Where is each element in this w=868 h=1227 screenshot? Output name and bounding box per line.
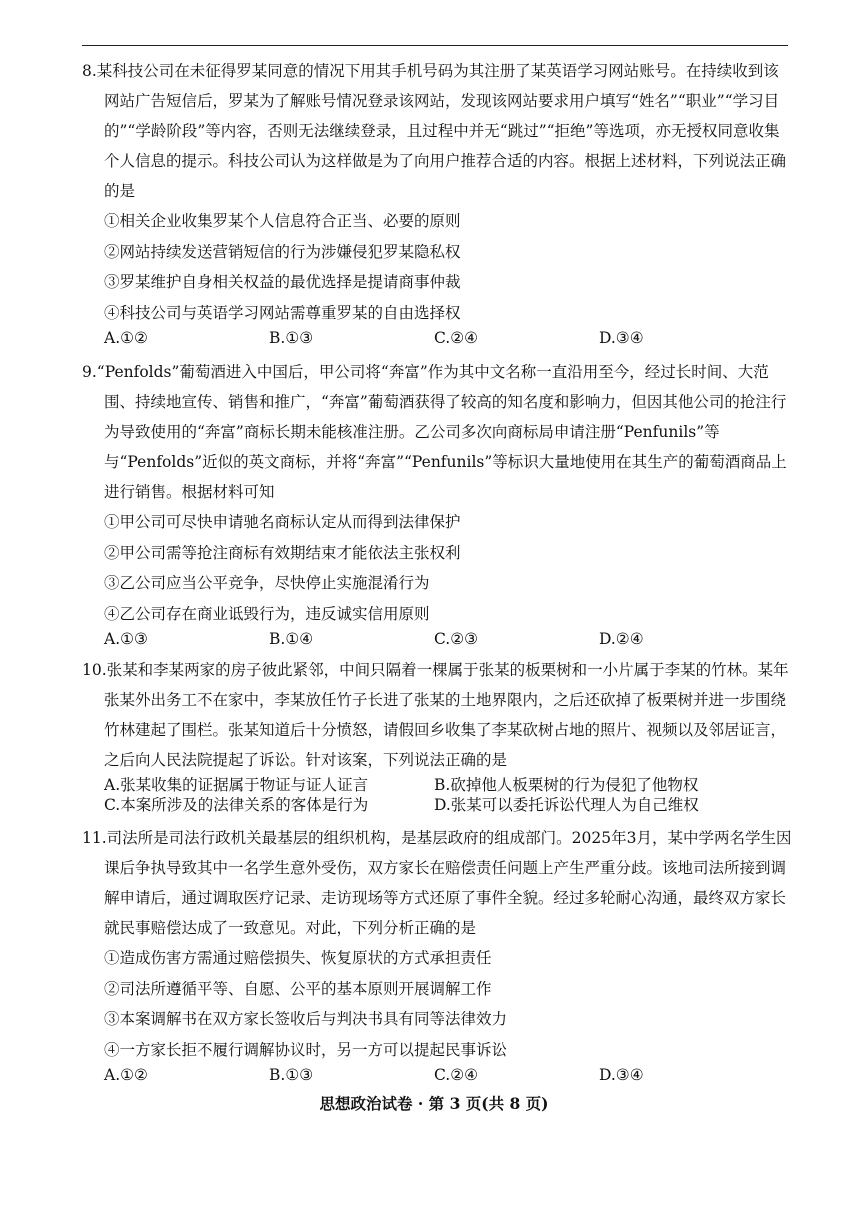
option-b[interactable]: B.①④ [269, 630, 314, 648]
question-11 [82, 823, 792, 1085]
option-c[interactable]: C.本案所涉及的法律关系的客体是行为 [104, 796, 369, 814]
question-9 [82, 357, 792, 649]
question-number: 10. [82, 661, 107, 679]
option-a[interactable]: A.①② [104, 329, 148, 347]
page-footer: 思想政治试卷 · 第 3 页(共 8 页) [319, 1094, 549, 1113]
option-d[interactable]: D.②④ [599, 630, 644, 648]
statement-2: ②司法所遵循平等、自愿、公平的基本原则开展调解工作 [104, 979, 492, 998]
answer-options [82, 775, 792, 815]
statement-4: ④科技公司与英语学习网站需尊重罗某的自由选择权 [104, 303, 461, 322]
statement-4: ④一方家长拒不履行调解协议时，另一方可以提起民事诉讼 [104, 1040, 508, 1059]
option-a[interactable]: A.①③ [104, 630, 148, 648]
option-b[interactable]: B.①③ [269, 329, 314, 347]
statement-2: ②网站持续发送营销短信的行为涉嫌侵犯罗某隐私权 [104, 242, 461, 261]
statement-2: ②甲公司需等抢注商标有效期结束才能依法主张权利 [104, 543, 461, 562]
option-a[interactable]: A.张某收集的证据属于物证与证人证言 [104, 776, 369, 794]
question-10 [82, 655, 792, 815]
question-stem [82, 823, 792, 943]
answer-options [82, 328, 792, 348]
stem-text: 某科技公司在未征得罗某同意的情况下用其手机号码为其注册了某英语学习网站账号。在持续收到该网站广告短信后，罗某为了解账号情况登录该网站，发现该网站要求用户填写“姓名”“职业”“学习目的”“学龄阶段”等内容，否则无法继续登录，且过程中并无“跳过”“拒绝”等选项，亦无授权同意收集个人信息的提示。科技公司认为这样做是为了向用户推荐合适的内容。根据上述材料，下列说法正确的是 [96, 62, 787, 200]
statement-1: ①相关企业收集罗某个人信息符合正当、必要的原则 [104, 212, 461, 230]
answer-options [82, 629, 792, 649]
statement-4: ④乙公司存在商业诋毁行为，违反诚实信用原则 [104, 604, 430, 623]
question-stem [82, 357, 792, 507]
option-c[interactable]: C.②③ [434, 630, 479, 648]
stem-text: 张某和李某两家的房子彼此紧邻，中间只隔着一棵属于张某的板栗树和一小片属于李某的竹林。某年张某外出务工不在家中，李某放任竹子长进了张某的土地界限内，之后还砍掉了板栗树并进一步围绕竹林建起了围栏。张某知道后十分愤怒，请假回乡收集了李某砍树占地的照片、视频以及邻居证言，之后向人民法院提起了诉讼。针对该案，下列说法正确的是 [104, 661, 789, 769]
option-d[interactable]: D.③④ [599, 329, 644, 347]
question-number: 11. [82, 829, 107, 847]
statement-3: ③罗某维护自身相关权益的最优选择是提请商事仲裁 [104, 273, 461, 291]
question-stem [82, 655, 792, 775]
question-number: 9. [82, 363, 97, 381]
statement-3: ③本案调解书在双方家长签收后与判决书具有同等法律效力 [104, 1010, 508, 1028]
question-8 [82, 56, 792, 348]
statement-3: ③乙公司应当公平竞争，尽快停止实施混淆行为 [104, 574, 430, 592]
option-c[interactable]: C.②④ [434, 1066, 479, 1084]
option-b[interactable]: B.砍掉他人板栗树的行为侵犯了他物权 [434, 776, 699, 794]
header-rule [82, 45, 788, 46]
statement-1: ①造成伤害方需通过赔偿损失、恢复原状的方式承担责任 [104, 949, 492, 967]
answer-options [82, 1065, 792, 1085]
stem-text: 司法所是司法行政机关最基层的组织机构，是基层政府的组成部门。2025年3月，某中学两名学生因课后争执导致其中一名学生意外受伤，双方家长在赔偿责任问题上产生严重分歧。该地司法所接到调解申请后，通过调取医疗记录、走访现场等方式还原了事件全貌。经过多轮耐心沟通，最终双方家长就民事赔偿达成了一致意见。对此，下列分析正确的是 [104, 829, 792, 937]
question-number: 8. [82, 62, 97, 80]
option-a[interactable]: A.①② [104, 1066, 148, 1084]
question-stem [82, 56, 792, 206]
statement-1: ①甲公司可尽快申请驰名商标认定从而得到法律保护 [104, 513, 461, 531]
option-c[interactable]: C.②④ [434, 329, 479, 347]
stem-text: “Penfolds”葡萄酒进入中国后，甲公司将“奔富”作为其中文名称一直沿用至今，经过长时间、大范围、持续地宣传、销售和推广，“奔富”葡萄酒获得了较高的知名度和影响力，但因其他公司的抢注行为导致使用的“奔富”商标长期未能核准注册。乙公司多次向商标局申请注册“Penfunils”等与“Penfolds”近似的英文商标，并将“奔富”“Penfunils”等标识大量地使用在其生产的葡萄酒商品上进行销售。根据材料可知 [96, 363, 787, 501]
option-d[interactable]: D.③④ [599, 1066, 644, 1084]
option-d[interactable]: D.张某可以委托诉讼代理人为自己维权 [434, 796, 699, 814]
option-b[interactable]: B.①③ [269, 1066, 314, 1084]
